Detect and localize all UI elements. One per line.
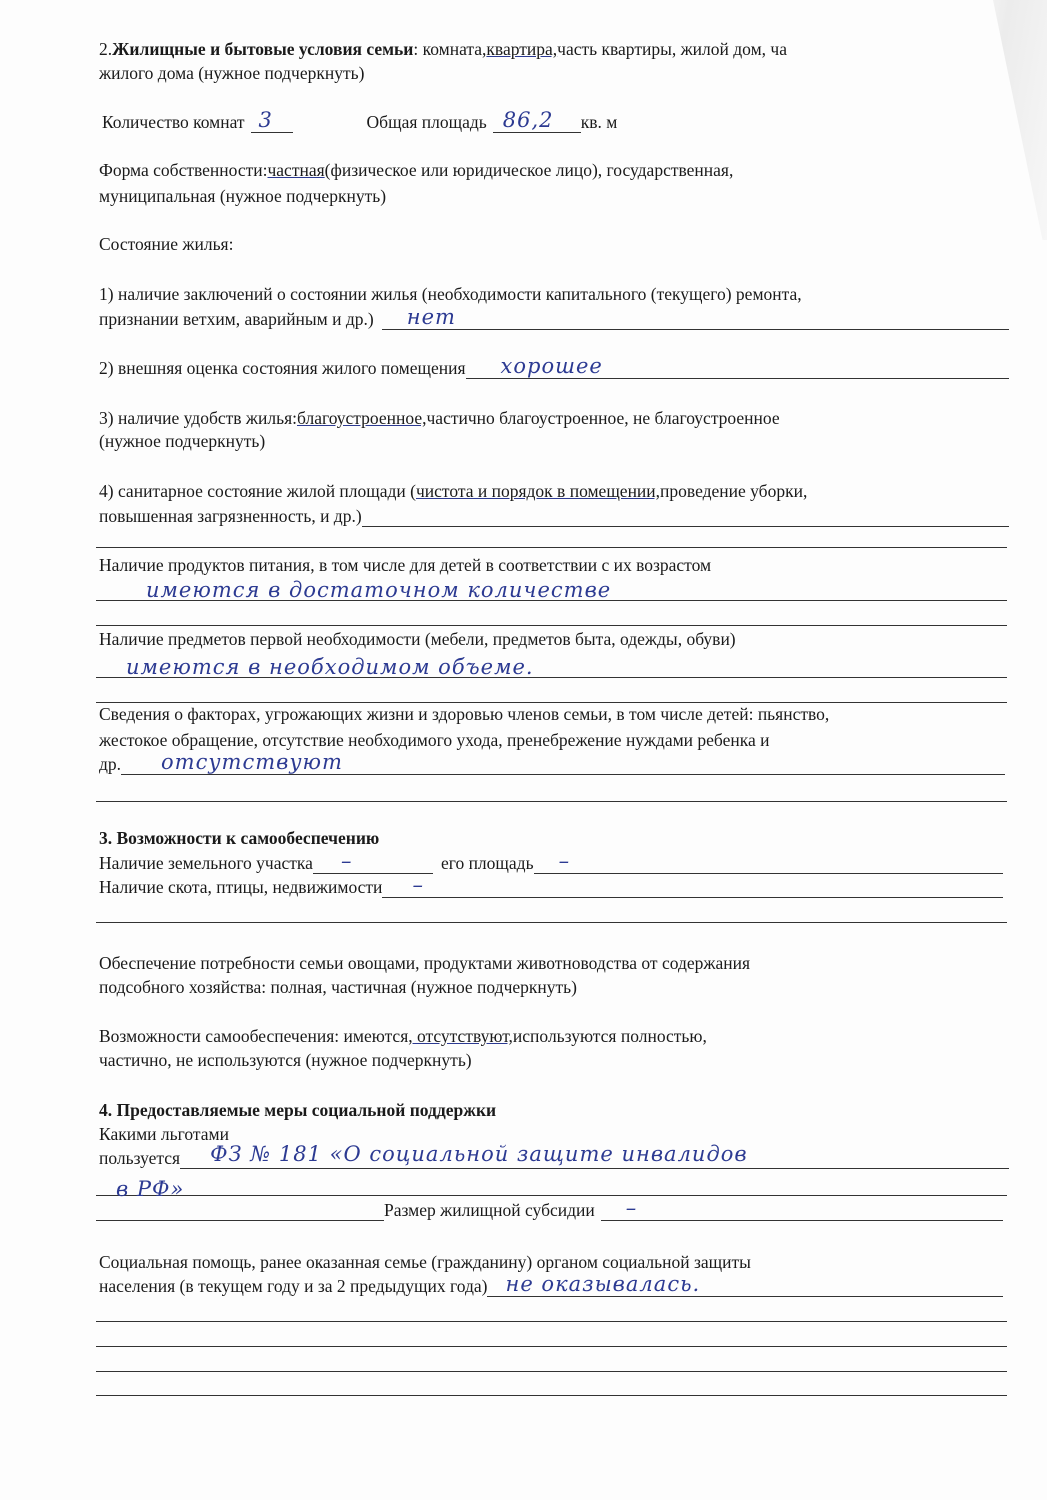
help-line (99, 1272, 1003, 1297)
blank-line (96, 1395, 1007, 1396)
benefits-value: ФЗ № 181 «О социальной защите инвалидов (210, 1142, 748, 1166)
benefits-field[interactable] (180, 1142, 1009, 1169)
text: жилого дома (нужное подчеркнуть) (99, 63, 365, 83)
area-unit: кв. м (580, 112, 618, 132)
blank-line (96, 922, 1007, 923)
area-label: Общая площадь (366, 112, 487, 132)
selected-sanitary: чистота и порядок в помещении, (416, 481, 661, 501)
text: повышенная загрязненность, и др.) (99, 506, 362, 526)
housing-type-line (99, 38, 1007, 60)
text: Сведения о факторах, угрожающих жизни и здоровью членов семьи, в том числе детей: пьянство, (99, 704, 830, 724)
land-area-value: – (558, 849, 571, 873)
conclusions-field[interactable] (382, 305, 1009, 330)
text-line (99, 1251, 1007, 1273)
threat-value: отсутствуют (161, 750, 343, 774)
text: : комната, (413, 39, 487, 59)
text: частично, не используются (нужное подчеркнуть) (99, 1050, 472, 1070)
text: жестокое обращение, отсутствие необходимого ухода, пренебрежение нуждами ребенка и (99, 730, 770, 750)
text-line (99, 233, 1007, 255)
section-4-title-row (99, 1099, 1007, 1121)
livestock-line (99, 873, 1003, 898)
selected-apartment: квартира, (486, 39, 558, 59)
land-line (99, 849, 1003, 874)
subsidy-line (96, 1196, 1003, 1221)
benefits-line (99, 1142, 1009, 1169)
items-value: имеются в необходимом объеме. (126, 655, 534, 679)
help-value: не оказывалась. (505, 1272, 701, 1296)
text-line (99, 1049, 1007, 1071)
livestock-field[interactable] (382, 873, 1003, 898)
blank-line (96, 1202, 384, 1221)
text: муниципальная (нужное подчеркнуть) (99, 186, 387, 206)
food-value: имеются в достаточном количестве (146, 578, 612, 602)
area-value: 86,2 (502, 108, 554, 132)
items-label: Наличие предметов первой необходимости (мебели, предметов быта, одежды, обуви) (99, 629, 736, 649)
sanitary-line-2 (99, 505, 1009, 527)
land-field[interactable] (313, 849, 433, 874)
self-sufficiency-line (99, 1025, 1007, 1047)
blank-line (96, 547, 1007, 548)
blank-line (96, 625, 1007, 626)
text: Социальная помощь, ранее оказанная семье (гражданину) органом социальной защиты (99, 1252, 751, 1272)
text: признании ветхим, аварийным и др.) (99, 309, 374, 329)
text: (физическое или юридическое лицо), государственная, (324, 160, 734, 180)
sanitary-field[interactable] (362, 508, 1009, 527)
rooms-label: Количество комнат (102, 112, 245, 132)
benefits-field-2[interactable] (96, 1177, 1007, 1201)
livestock-value: – (412, 873, 424, 897)
section-4-title: 4. Предоставляемые меры социальной поддержки (99, 1100, 497, 1120)
conclusions-value: нет (406, 305, 456, 329)
benefits-value-2: в РФ» (116, 1177, 185, 1201)
text: населения (в текущем году и за 2 предыдущих года) (99, 1276, 488, 1296)
text: Возможности самообеспечения: имеются (99, 1026, 409, 1046)
subsidy-field[interactable] (601, 1196, 1003, 1221)
text: 3) наличие удобств жилья: (99, 408, 297, 428)
rooms-field[interactable] (251, 108, 293, 133)
text: (нужное подчеркнуть) (99, 431, 266, 451)
text: частично благоустроенное, не благоустроенное (426, 408, 780, 428)
text-line (99, 283, 1007, 305)
land-area-field[interactable] (534, 849, 1003, 874)
benefits-label: пользуется (99, 1148, 181, 1168)
items-field[interactable] (96, 655, 1007, 679)
text: Обеспечение потребности семьи овощами, продуктами животноводства от содержания (99, 953, 751, 973)
selected-self-sufficiency: , отсутствуют, (408, 1026, 513, 1046)
conclusions-line (99, 305, 1009, 330)
rooms-value: 3 (258, 108, 273, 132)
housing-state-label: Состояние жилья: (99, 234, 234, 254)
text: 1) наличие заключений о состоянии жилья (необходимости капитального (текущего) ремонта, (99, 284, 802, 304)
land-area-label: его площадь (440, 853, 534, 873)
text-line (99, 185, 1007, 207)
text: подсобного хозяйства: полная, частичная (нужное подчеркнуть) (99, 977, 577, 997)
help-field[interactable] (487, 1272, 1003, 1297)
area-field[interactable] (493, 108, 581, 133)
selected-ownership: частная (267, 160, 325, 180)
text-line (99, 554, 1007, 576)
text-line (99, 729, 1007, 751)
assessment-field[interactable] (466, 354, 1009, 379)
blank-line (96, 1321, 1007, 1322)
text-line (99, 62, 1007, 84)
food-label: Наличие продуктов питания, в том числе для детей в соответствии с их возрастом (99, 555, 712, 575)
assessment-line (99, 354, 1009, 379)
text-line (99, 628, 1007, 650)
text-line (99, 703, 1007, 725)
text: 4) санитарное состояние жилой площади ( (99, 481, 416, 501)
threat-line (99, 750, 1005, 775)
rooms-area-line (102, 108, 1007, 133)
subsidy-label: Размер жилищной субсидии (384, 1200, 595, 1220)
section-2-title: Жилищные и бытовые условия семьи (112, 39, 414, 59)
text: проведение уборки, (660, 481, 808, 501)
selected-amenities: благоустроенное, (297, 408, 427, 428)
blank-line (96, 1371, 1007, 1372)
amenities-line (99, 407, 1007, 429)
benefits-label: Какими льготами (99, 1124, 229, 1144)
land-value: – (340, 849, 353, 873)
text-line (99, 430, 1007, 452)
text: используются полностью, (512, 1026, 707, 1046)
section-number: 2. (99, 39, 113, 59)
threat-field[interactable] (121, 750, 1005, 775)
land-label: Наличие земельного участка (99, 853, 313, 873)
text: часть квартиры, жилой дом, ча (557, 39, 787, 59)
section-3-title: 3. Возможности к самообеспечению (99, 828, 380, 848)
subsidy-value: – (625, 1196, 638, 1220)
assessment-value: хорошее (500, 354, 603, 378)
text: Форма собственности: (99, 160, 268, 180)
blank-line (96, 1346, 1007, 1347)
text: др. (99, 754, 122, 774)
livestock-label: Наличие скота, птицы, недвижимости (99, 877, 383, 897)
sanitary-line (99, 480, 1007, 502)
food-field[interactable] (96, 578, 1007, 602)
text: 2) внешняя оценка состояния жилого помещения (99, 358, 466, 378)
text-line (99, 976, 1007, 998)
section-3-title-row (99, 827, 1007, 849)
ownership-line (99, 159, 1007, 181)
text-line (99, 952, 1007, 974)
blank-line (96, 801, 1007, 802)
